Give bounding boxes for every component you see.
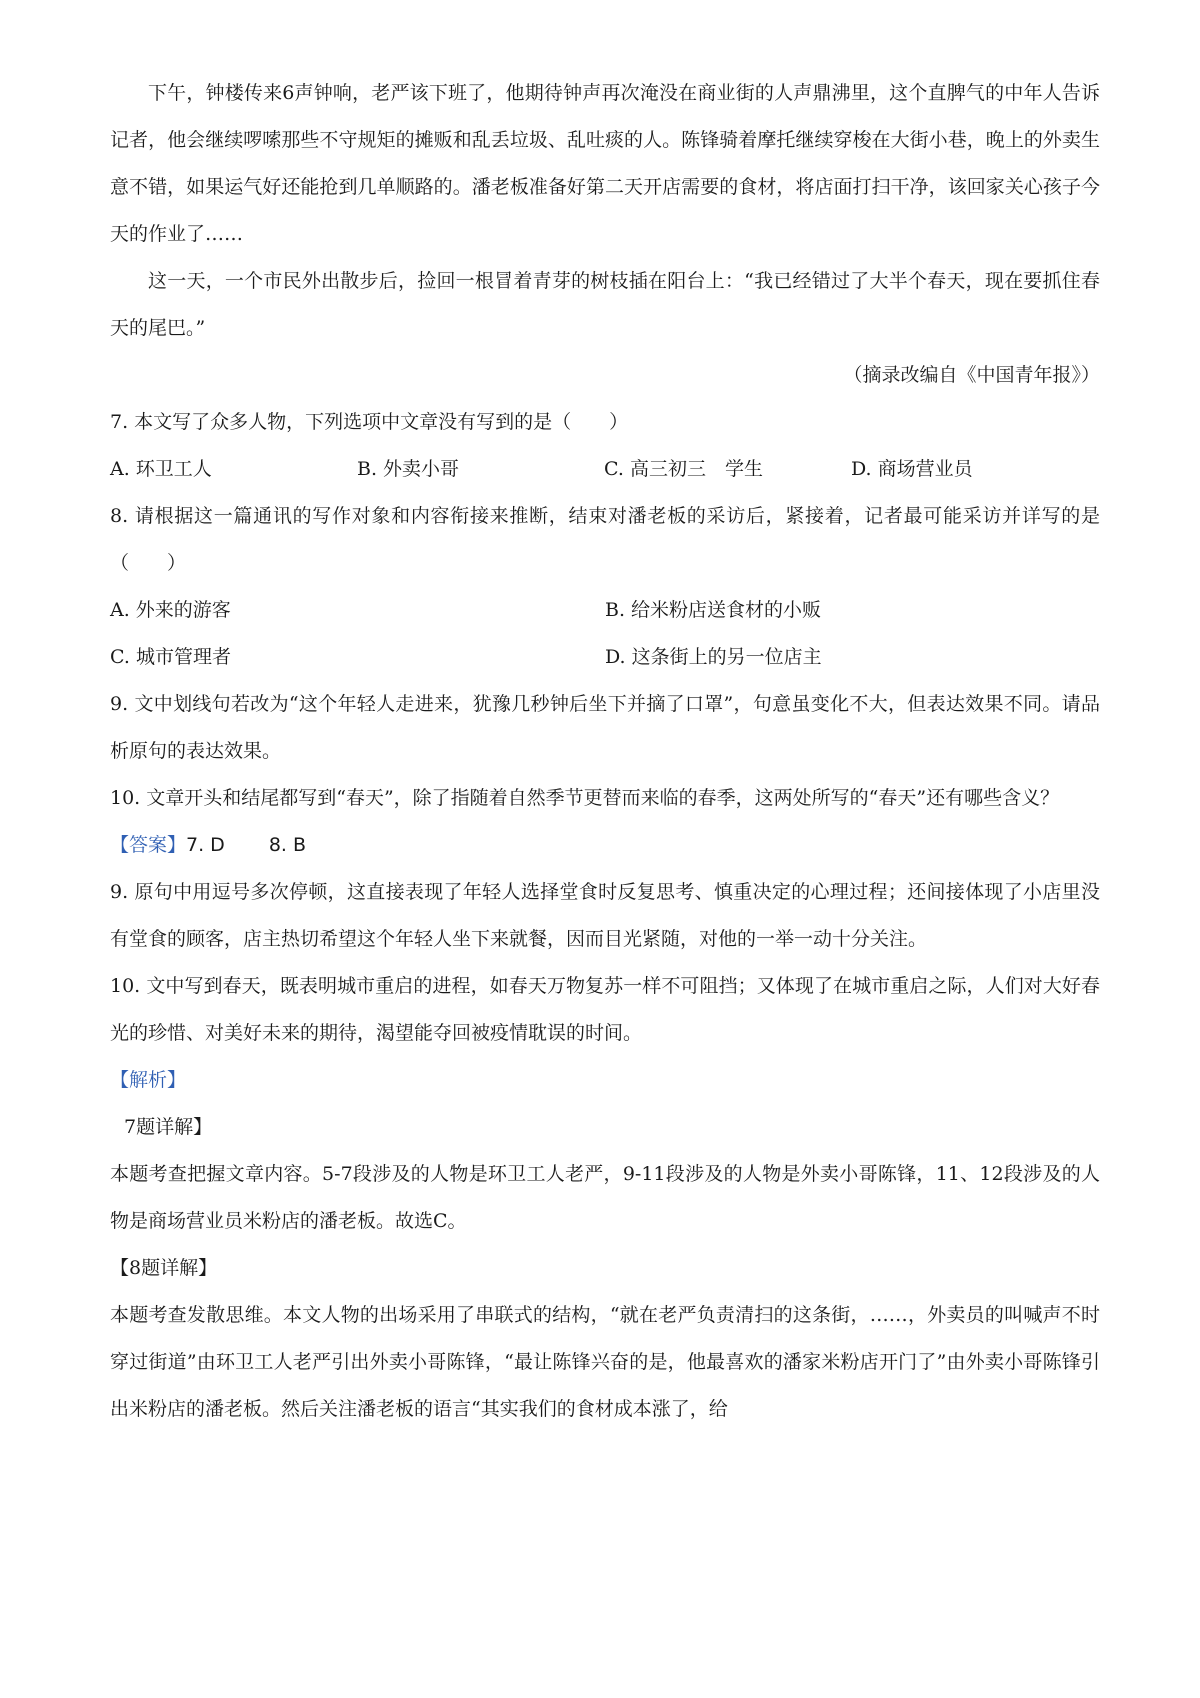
answer-tag: 【答案】 — [110, 834, 187, 856]
q7-option-d: D. 商场营业员 — [851, 458, 973, 480]
q8-option-b: B. 给米粉店送食材的小贩 — [605, 599, 822, 621]
analysis-7-heading: 7题详解】 — [124, 1116, 213, 1138]
analysis-8-text: 本题考查发散思维。本文人物的出场采用了串联式的结构，“就在老严负责清扫的这条街，……，外卖员的叫喊声不时穿过街道”由环卫工人老严引出外卖小哥陈锋，“最让陈锋兴奋的是，他最喜欢的潘家米粉店开门了”由外卖小哥陈锋引出米粉店的潘老板。然后关注潘老板的语言“其实我们的食材成本涨了，给 — [110, 1304, 1100, 1420]
q8-option-c: C. 城市管理者 — [110, 646, 231, 668]
q8-option-a: A. 外来的游客 — [110, 599, 231, 621]
answer-line — [110, 822, 1100, 869]
question-8-options-row2 — [110, 634, 1100, 681]
passage-paragraph-2: 这一天，一个市民外出散步后，捡回一根冒着青芽的树枝插在阳台上：“我已经错过了大半个春天，现在要抓住春天的尾巴。” — [110, 270, 1100, 339]
answer-10: 10. 文中写到春天，既表明城市重启的进程，如春天万物复苏一样不可阻挡；又体现了在城市重启之际，人们对大好春光的珍惜、对美好未来的期待，渴望能夺回被疫情耽误的时间。 — [110, 975, 1100, 1044]
q7-option-b: B. 外卖小哥 — [357, 458, 460, 480]
question-8-options-row1 — [110, 587, 1100, 634]
question-7-stem: 7. 本文写了众多人物，下列选项中文章没有写到的是（ ） — [110, 411, 629, 433]
q7-option-c: C. 高三初三 学生 — [604, 458, 763, 480]
answer-8: 8. B — [268, 834, 307, 856]
analysis-8-heading: 【8题详解】 — [110, 1257, 218, 1279]
answer-9: 9. 原句中用逗号多次停顿，这直接表现了年轻人选择堂食时反复思考、慎重决定的心理过程；还间接体现了小店里没有堂食的顾客，店主热切希望这个年轻人坐下来就餐，因而目光紧随，对他的一举一动十分关注。 — [110, 881, 1100, 950]
question-9: 9. 文中划线句若改为“这个年轻人走进来，犹豫几秒钟后坐下并摘了口罩”，句意虽变化不大，但表达效果不同。请品析原句的表达效果。 — [110, 693, 1100, 762]
analysis-tag: 【解析】 — [110, 1069, 187, 1091]
question-7-options — [110, 446, 1100, 493]
document-content — [110, 70, 1100, 1433]
passage-source: （摘录改编自《中国青年报》） — [843, 364, 1100, 386]
question-10: 10. 文章开头和结尾都写到“春天”，除了指随着自然季节更替而来临的春季，这两处所写的“春天”还有哪些含义？ — [110, 787, 1060, 809]
question-8-stem: 8. 请根据这一篇通讯的写作对象和内容衔接来推断，结束对潘老板的采访后，紧接着，记者最可能采访并详写的是（ ） — [110, 505, 1100, 574]
analysis-7-text: 本题考查把握文章内容。5-7段涉及的人物是环卫工人老严，9-11段涉及的人物是外卖小哥陈锋，11、12段涉及的人物是商场营业员米粉店的潘老板。故选C。 — [110, 1163, 1100, 1232]
answer-7: 7. D — [186, 834, 225, 856]
q8-option-d: D. 这条街上的另一位店主 — [605, 646, 822, 668]
q7-option-a: A. 环卫工人 — [110, 458, 212, 480]
passage-paragraph-1: 下午，钟楼传来6声钟响，老严该下班了，他期待钟声再次淹没在商业街的人声鼎沸里，这个直脾气的中年人告诉记者，他会继续啰嗦那些不守规矩的摊贩和乱丢垃圾、乱吐痰的人。陈锋骑着摩托继续穿梭在大街小巷，晚上的外卖生意不错，如果运气好还能抢到几单顺路的。潘老板准备好第二天开店需要的食材，将店面打扫干净，该回家关心孩子今天的作业了…… — [110, 82, 1100, 245]
